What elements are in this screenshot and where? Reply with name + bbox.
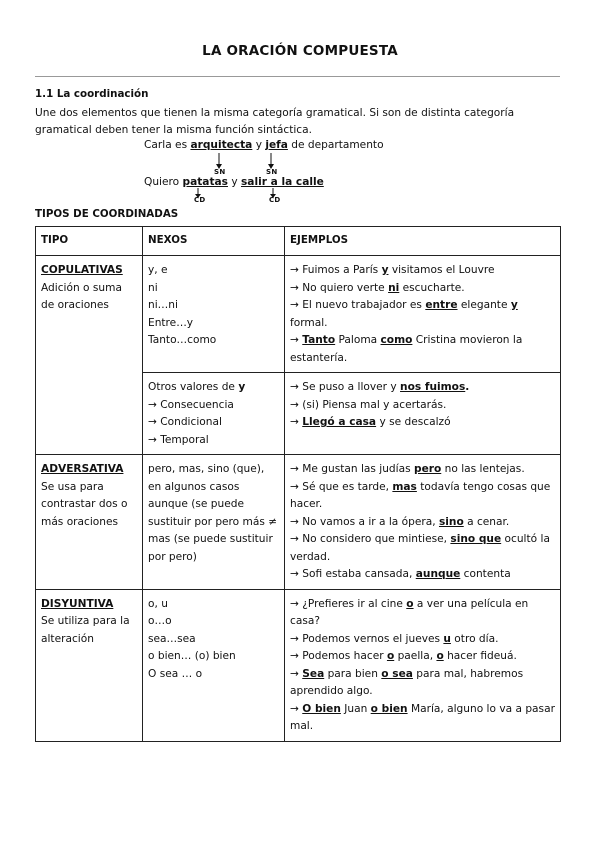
example-item bbox=[290, 566, 555, 584]
page-title: LA ORACIÓN COMPUESTA bbox=[202, 43, 398, 59]
example-text: visitamos el Louvre bbox=[388, 264, 495, 276]
example-text: otro día. bbox=[450, 632, 499, 645]
example-item bbox=[290, 514, 555, 532]
example-nexo: mas bbox=[392, 480, 417, 493]
nexo-item: Entre…y bbox=[148, 316, 194, 329]
example-text: → Me gustan las judías bbox=[290, 463, 414, 475]
example-2-label-2: CD bbox=[269, 196, 281, 204]
example-text: de departamento bbox=[287, 139, 384, 151]
example-text: → Sé que es tarde, bbox=[290, 480, 393, 493]
example-nexo: y bbox=[381, 264, 389, 276]
example-nexo: o bbox=[406, 597, 414, 610]
header-nexos: NEXOS bbox=[143, 227, 285, 256]
example-1-label-2: SN bbox=[266, 168, 278, 176]
otros-item: → Condicional bbox=[148, 416, 222, 428]
tipo-desc: Se utiliza para la alteración bbox=[41, 615, 130, 645]
example-text: → Se puso a llover y bbox=[290, 381, 401, 393]
example-1-label-1: SN bbox=[214, 168, 226, 176]
example-item bbox=[290, 332, 555, 367]
example-text: no las lentejas. bbox=[441, 463, 525, 475]
tipo-cell bbox=[36, 455, 143, 590]
ejemplos-cell bbox=[285, 589, 561, 741]
nexos-cell bbox=[143, 589, 285, 741]
example-text: → (si) Piensa mal y acertarás. bbox=[290, 398, 447, 411]
example-text: → ¿Prefieres ir al cine bbox=[290, 597, 407, 610]
example-text: y bbox=[227, 176, 241, 188]
example-text: → Sofi estaba cansada, bbox=[290, 568, 416, 580]
nexo-item: ni bbox=[148, 281, 158, 294]
example-text: formal. bbox=[290, 316, 328, 329]
example-text: Paloma bbox=[335, 334, 381, 346]
ejemplos-cell bbox=[285, 373, 561, 455]
example-item bbox=[290, 297, 555, 332]
example-text: → bbox=[290, 416, 303, 428]
example-text: elegante bbox=[457, 299, 511, 311]
example-item bbox=[290, 666, 555, 701]
nexo-item: Tanto…como bbox=[148, 334, 217, 346]
example-nexo: o sea bbox=[381, 667, 413, 680]
example-sentence-2 bbox=[144, 176, 324, 188]
example-item bbox=[290, 397, 555, 415]
nexo-item: O sea … o bbox=[148, 667, 203, 680]
tipo-name: COPULATIVAS bbox=[41, 264, 123, 276]
example-2-label-1: CD bbox=[194, 196, 206, 204]
example-item bbox=[290, 648, 555, 666]
example-text: → bbox=[290, 334, 303, 346]
example-item bbox=[290, 479, 555, 514]
nexo-item: o, u bbox=[148, 597, 168, 610]
example-text: para mal, habremos aprendido algo. bbox=[290, 667, 524, 697]
example-underlined-word: jefa bbox=[265, 139, 288, 151]
table-row bbox=[36, 455, 561, 590]
example-nexo: pero bbox=[413, 463, 442, 475]
example-item bbox=[290, 631, 555, 649]
example-text: → Fuimos a París bbox=[290, 264, 382, 276]
example-nexo: y bbox=[510, 299, 518, 311]
example-text: escucharte. bbox=[399, 281, 465, 294]
example-text: a cenar. bbox=[463, 515, 510, 528]
tipo-cell bbox=[36, 589, 143, 741]
header-ejemplos: EJEMPLOS bbox=[285, 227, 561, 256]
nexo-item: pero, mas, sino (que), en algunos casos aunque (se puede sustituir por pero más ≠ mas (se puede sustituir por pero) bbox=[148, 463, 278, 563]
tipo-desc: Adición o suma de oraciones bbox=[41, 281, 122, 311]
example-text: para bien bbox=[324, 667, 382, 680]
example-text: María, alguno lo va a pasar mal. bbox=[290, 702, 555, 732]
example-nexo: aunque bbox=[415, 568, 461, 580]
otros-text: Otros valores de bbox=[148, 381, 239, 393]
example-sentence-1 bbox=[144, 139, 384, 151]
example-item bbox=[290, 379, 555, 397]
example-text: → El nuevo trabajador es bbox=[290, 299, 426, 311]
otros-item: → Consecuencia bbox=[148, 398, 234, 411]
example-text: Quiero bbox=[144, 176, 183, 188]
ejemplos-cell bbox=[285, 455, 561, 590]
example-underlined-word: arquitecta bbox=[190, 139, 253, 151]
nexo-item: y, e bbox=[148, 264, 168, 276]
example-nexo: Tanto bbox=[302, 334, 336, 346]
example-text: → Podemos vernos el jueves bbox=[290, 632, 444, 645]
tipo-name: DISYUNTIVA bbox=[41, 597, 114, 610]
example-item bbox=[290, 701, 555, 736]
example-item bbox=[290, 461, 555, 479]
example-text: paella, bbox=[394, 650, 437, 662]
example-nexo: como bbox=[380, 334, 413, 346]
example-text: → Podemos hacer bbox=[290, 650, 387, 662]
example-underlined-word: salir a la calle bbox=[240, 176, 324, 188]
example-text: Cristina movieron la estantería. bbox=[290, 334, 523, 364]
nexos-cell bbox=[143, 373, 285, 455]
example-nexo: o bbox=[436, 650, 444, 662]
example-nexo: u bbox=[443, 632, 451, 645]
example-item bbox=[290, 596, 555, 631]
tipo-cell bbox=[36, 256, 143, 455]
example-text: y se descalzó bbox=[376, 416, 451, 428]
example-text: hacer fideuá. bbox=[443, 650, 517, 662]
nexo-item: ni…ni bbox=[148, 299, 178, 311]
table-header-row bbox=[36, 227, 561, 256]
example-item bbox=[290, 262, 555, 280]
example-text: → No vamos a ir a la ópera, bbox=[290, 515, 439, 528]
example-nexo: o bbox=[386, 650, 395, 662]
example-text: → No quiero verte bbox=[290, 281, 389, 294]
example-nexo: sino que bbox=[450, 533, 502, 545]
coordination-table bbox=[35, 226, 561, 742]
nexo-item: o bien… (o) bien bbox=[148, 650, 236, 662]
section-heading: 1.1 La coordinación bbox=[35, 88, 149, 100]
example-text: y bbox=[252, 139, 266, 151]
tipo-desc: Se usa para contrastar dos o más oraciones bbox=[41, 480, 128, 528]
example-text: → bbox=[290, 667, 303, 680]
example-text: todavía tengo cosas que hacer. bbox=[290, 480, 551, 510]
header-tipo: TIPO bbox=[36, 227, 143, 256]
example-text: Carla es bbox=[144, 139, 191, 151]
example-nexo: o bien bbox=[370, 702, 408, 715]
table-row bbox=[36, 589, 561, 741]
types-heading: TIPOS DE COORDINADAS bbox=[35, 208, 179, 220]
example-nexo: sino bbox=[438, 515, 464, 528]
nexos-cell bbox=[143, 455, 285, 590]
ejemplos-cell bbox=[285, 256, 561, 373]
table-row bbox=[36, 256, 561, 373]
example-underlined-word: patatas bbox=[182, 176, 228, 188]
otros-valores-heading bbox=[148, 379, 279, 397]
example-nexo: nos fuimos bbox=[400, 381, 466, 393]
example-nexo: ni bbox=[388, 281, 400, 294]
example-text: a ver una película en casa? bbox=[290, 597, 529, 627]
example-nexo: Llegó a casa bbox=[302, 416, 377, 428]
example-text: ocultó la verdad. bbox=[290, 533, 550, 563]
example-text: . bbox=[465, 381, 470, 393]
example-item bbox=[290, 414, 555, 432]
otros-item: → Temporal bbox=[148, 433, 209, 446]
intro-paragraph: Une dos elementos que tienen la misma categoría gramatical. Si son de distinta categoría gramatical deben tener la misma función sintáctica. bbox=[35, 107, 515, 136]
otros-y: y bbox=[238, 381, 246, 393]
nexo-item: o…o bbox=[148, 615, 172, 627]
title-divider bbox=[35, 76, 560, 77]
example-item bbox=[290, 531, 555, 566]
nexos-cell bbox=[143, 256, 285, 373]
example-item bbox=[290, 280, 555, 298]
example-text: → No considero que mintiese, bbox=[290, 533, 451, 545]
example-nexo: O bien bbox=[302, 702, 341, 715]
example-nexo: Sea bbox=[302, 667, 325, 680]
example-text: → bbox=[290, 702, 303, 715]
example-nexo: entre bbox=[425, 299, 458, 311]
example-text: contenta bbox=[460, 568, 511, 580]
nexo-item: sea…sea bbox=[148, 632, 196, 645]
tipo-name: ADVERSATIVA bbox=[41, 463, 124, 475]
example-text: Juan bbox=[340, 702, 371, 715]
